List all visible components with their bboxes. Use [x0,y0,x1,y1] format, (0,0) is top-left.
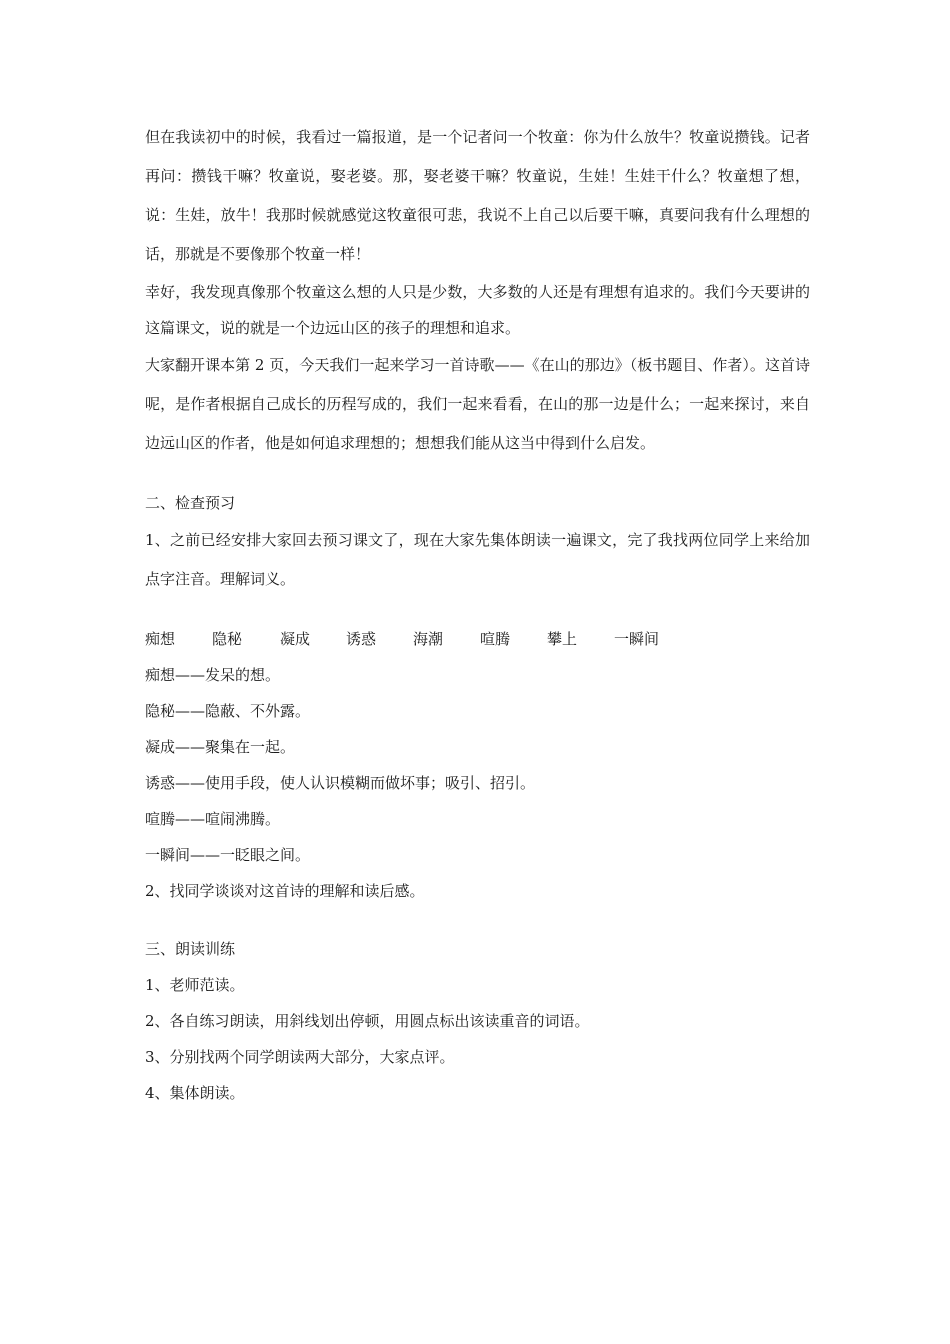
intro-paragraph-2: 幸好，我发现真像那个牧童这么想的人只是少数，大多数的人还是有理想有追求的。我们今天要讲的这篇课文，说的就是一个边远山区的孩子的理想和追求。 [145,283,810,337]
vocab-word: 隐秘 [212,630,243,648]
definition-line: 隐秘——隐蔽、不外露。 [145,702,311,720]
section2-item-1: 1、之前已经安排大家回去预习课文了，现在大家先集体朗读一遍课文，完了我找两位同学上来给加点字注音。理解词义。 [145,531,810,588]
document-page [145,118,810,1111]
vocab-word: 一瞬间 [614,630,660,648]
section3-item: 4、集体朗读。 [145,1084,245,1102]
section2-item-2: 2、找同学谈谈对这首诗的理解和读后感。 [145,882,425,900]
section3-item: 1、老师范读。 [145,976,245,994]
vocab-word: 诱惑 [346,630,377,648]
section-heading-reading-practice: 三、朗读训练 [145,940,236,958]
definition-line: 凝成——聚集在一起。 [145,738,296,756]
vocab-word: 凝成 [280,630,311,648]
definition-line: 喧腾——喧闹沸腾。 [145,810,281,828]
vocab-word: 痴想 [145,630,176,648]
section3-item: 2、各自练习朗读，用斜线划出停顿，用圆点标出该读重音的词语。 [145,1012,590,1030]
section-heading-check-preview: 二、检查预习 [145,494,236,512]
definition-line: 诱惑——使用手段，使人认识模糊而做坏事；吸引、招引。 [145,774,536,792]
vocab-word: 攀上 [547,630,578,648]
vocab-word: 海潮 [413,630,444,648]
vocab-word: 喧腾 [480,630,511,648]
vocabulary-word-list [145,621,810,657]
intro-paragraph-1: 但在我读初中的时候，我看过一篇报道，是一个记者问一个牧童：你为什么放牛？牧童说攒钱。记者再问：攒钱干嘛？牧童说，娶老婆。那，娶老婆干嘛？牧童说，生娃！生娃干什么？牧童想了想，说：生娃，放牛！我那时候就感觉这牧童很可悲，我说不上自己以后要干嘛，真要问我有什么理想的话，那就是不要像那个牧童一样！ [145,128,810,263]
definition-line: 一瞬间——一眨眼之间。 [145,846,311,864]
definition-line: 痴想——发呆的想。 [145,666,281,684]
intro-paragraph-3: 大家翻开课本第 2 页，今天我们一起来学习一首诗歌——《在山的那边》（板书题目、作者）。这首诗呢，是作者根据自己成长的历程写成的，我们一起来看看，在山的那一边是什么；一起来探讨，来自边远山区的作者，他是如何追求理想的；想想我们能从这当中得到什么启发。 [145,356,810,452]
section3-item: 3、分别找两个同学朗读两大部分，大家点评。 [145,1048,455,1066]
